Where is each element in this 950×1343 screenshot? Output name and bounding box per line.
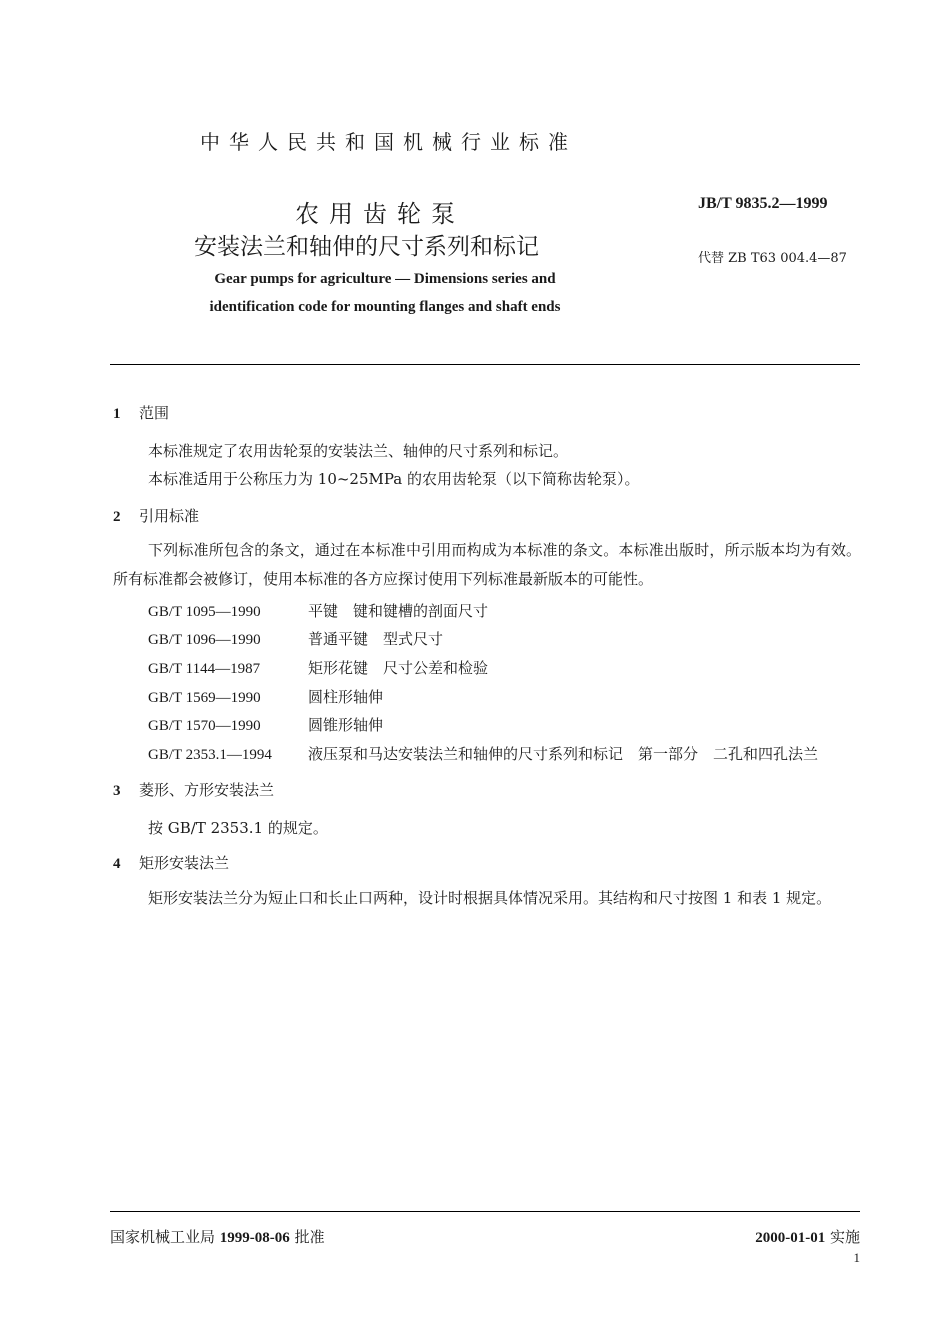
paragraph: 矩形安装法兰分为短止口和长止口两种，设计时根据具体情况采用。其结构和尺寸按图 1 和表 1 规定。	[148, 889, 832, 907]
reference-code: GB/T 1096—1990	[148, 632, 261, 648]
page-number: 1	[853, 1250, 860, 1265]
effective-info	[755, 1226, 860, 1247]
section-number: 2	[113, 509, 121, 525]
section-title: 矩形安装法兰	[139, 854, 230, 872]
reference-code: GB/T 1144—1987	[148, 661, 261, 677]
approval-info	[110, 1226, 325, 1247]
title-en-line2: identification code for mounting flanges and shaft ends	[209, 299, 561, 315]
reference-code: GB/T 1095—1990	[148, 604, 261, 620]
footer-divider	[110, 1211, 860, 1212]
section-number: 3	[113, 783, 121, 799]
section-4-heading	[113, 852, 229, 873]
section-title: 引用标准	[139, 507, 200, 525]
section-1-heading	[113, 402, 169, 423]
approve-label: 批准	[294, 1228, 325, 1246]
section-3-heading	[113, 779, 274, 800]
reference-title: 平键 键和键槽的剖面尺寸	[308, 602, 489, 620]
approve-date: 1999-08-06	[219, 1230, 290, 1246]
title-cn-line2: 安装法兰和轴伸的尺寸系列和标记	[194, 234, 539, 260]
reference-title: 圆柱形轴伸	[308, 688, 384, 706]
section-title: 菱形、方形安装法兰	[139, 781, 275, 799]
effective-label: 实施	[829, 1228, 860, 1246]
effective-date: 2000-01-01	[755, 1230, 826, 1246]
reference-title: 矩形花键 尺寸公差和检验	[308, 659, 489, 677]
paragraph: 本标准规定了农用齿轮泵的安装法兰、轴伸的尺寸系列和标记。	[148, 442, 569, 460]
paragraph: 下列标准所包含的条文，通过在本标准中引用而构成为本标准的条文。本标准出版时，所示版本均为有效。所有标准都会被修订，使用本标准的各方应探讨使用下列标准最新版本的可能性。	[113, 541, 861, 588]
reference-item	[148, 600, 488, 621]
paragraph: 按 GB/T 2353.1 的规定。	[148, 819, 328, 837]
standard-number: JB/T 9835.2—1999	[698, 195, 828, 212]
section-number: 4	[113, 856, 121, 872]
reference-code: GB/T 1569—1990	[148, 690, 261, 706]
header-divider	[110, 364, 860, 365]
reference-item	[148, 686, 383, 707]
title-en-line1: Gear pumps for agriculture — Dimensions series and	[214, 271, 556, 287]
reference-title: 普通平键 型式尺寸	[308, 630, 444, 648]
issuer: 国家机械工业局	[110, 1228, 216, 1246]
reference-title: 液压泵和马达安装法兰和轴伸的尺寸系列和标记 第一部分 二孔和四孔法兰	[308, 745, 819, 763]
reference-code: GB/T 1570—1990	[148, 718, 261, 734]
section-title: 范围	[139, 404, 170, 422]
replaces-standard: 代替 ZB T63 004.4—87	[698, 251, 847, 266]
reference-item	[148, 628, 443, 649]
section-number: 1	[113, 406, 121, 422]
reference-code: GB/T 2353.1—1994	[148, 747, 272, 763]
reference-item	[148, 714, 383, 735]
title-cn-line1: 农用齿轮泵	[295, 200, 465, 228]
standard-category: 中华人民共和国机械行业标准	[200, 130, 577, 154]
paragraph: 本标准适用于公称压力为 10~25MPa 的农用齿轮泵（以下简称齿轮泵）。	[148, 470, 640, 488]
section-2-heading	[113, 505, 199, 526]
reference-item	[148, 743, 818, 764]
reference-item	[148, 657, 488, 678]
reference-title: 圆锥形轴伸	[308, 716, 384, 734]
